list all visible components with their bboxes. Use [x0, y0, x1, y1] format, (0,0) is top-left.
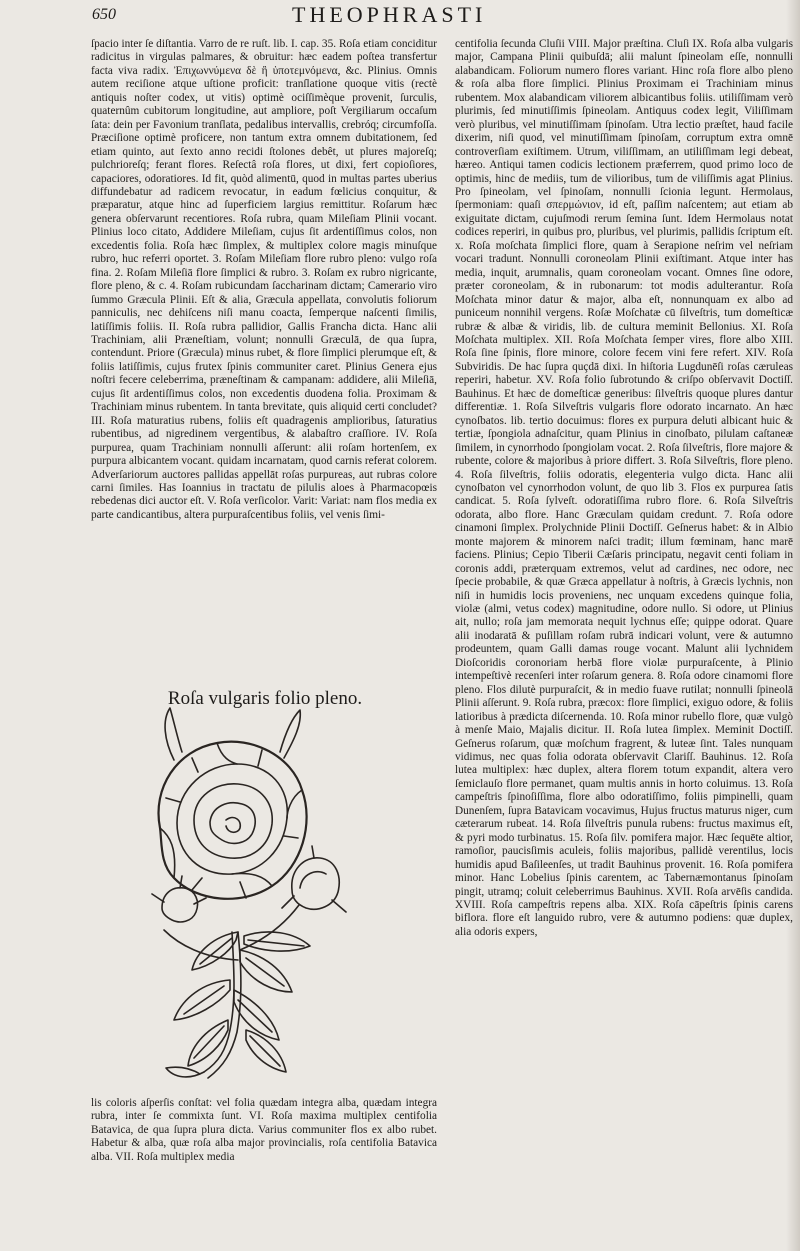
- left-column-bottom-text: lis coloris aſperſis conſtat: vel folia quædam integra alba, quædam integra rubra, inter ſe commixta ſunt. VI. Roſa maxima multiplex centifolia Batavica, de qua ſupra plura dicta. Varius communiter flos ex albo rubet. Habetur & alba, quæ roſa alba major provincialis, roſa centifolia Batavica alba. VII. Roſa multiplex media: [91, 1097, 437, 1163]
- right-column: [455, 38, 793, 939]
- page-header: [92, 2, 792, 32]
- rose-leaves: [174, 932, 310, 1072]
- right-column-text: centifolia ſecunda Cluſii VIII. Major præſtina. Cluſi IX. Roſa alba vulgaris major, Campana Plinii quibuſdā; alii malunt ſpineolam eſſe, nonnulli alabandicam. Foliorum numero flores variant. Hinc roſa flore albo pleno & roſa alba flore ſimplici. Plinius Proximam ei Trachiniam minus rubentem. Mox alabandicam viliorem albicantibus foliis. utiliſſimam verò plurimis, ſed minutiſſimis ſpineolam. Antiquus codex legit, Viliſſimam verò pluribus, vel minutiſſimam ſpinoſam. Utra lectio præſtet, haud facile dixerim, niſi quod, vel minutiſſimam ſpinoſam, corruptum extra omnē controverſiam exiſtimem. Utrum, viliſſimam, an utiliſſimam legi debeat, hæreo. Antiqui tamen codicis lectionem præferrem, quod primo loco de optimis, hinc de mediis, tum de vilioribus, tum de viliſſimis agat Plinius. Pro ſpineolam, vel ſpinoſam, nonnulli ſcionia legunt. Hermolaus, ſpermoniam: quaſi σπερμώνιον, id eſt, paſſim naſcentem; aut etiam ab exiguitate dictam, cujuſmodi rerum ſemina ſunt. Idem Hermolaus notat codices reperiri, in quibus pro, pluribus, vel plurimis, pallidis ſcriptum eſt. x. Roſa moſchata ſimplici flore, quam à Serapione neſrim vel neſriam vocari tradunt. Nonnulli coroneolam Plinii exiſtimant. Atque inter has media, inquit, arumnalis, quam coroneolam vocant. Omnes ſine odore, præter coroneolam, & in rubonarum: tot modis adulterantur. Roſa Moſchata minor datur & major, alba eſt, nonnunquam ex albo ad puniceum nonnihil vergens. Roſæ Moſchatæ cū ſilveſtris, tum domeſticæ rubræ & albæ & viridis, lib. de cultura meminit Bellonius. XI. Roſa Moſchata multiplex. XII. Roſa Moſchata ſemper vires, flore albo XIII. Roſa ſine ſpinis, flore minore, colore fecem vini fere refert. XIV. Roſa Subviridis. De hac ſupra quçdā dixi. In hiſtoria Lugdunēſi roſas cæruleas reperiri, habetur. XV. Roſa folio ſubrotundo & criſpo obſervavit Doctiſſ. Bauhinus. Et hæc de domeſticæ generibus: ſilveſtris quoque plures dantur differentiæ. 1. Roſa Silveſtris vulgaris flore odorato incarnato. An hæc cynoſbatos. lib. tertio docuimus: flores ex purpura deluti albicant huic & tertiæ, ſpongiola adnaſcitur, quam Plinius in cinoſbato, pilulam caſtaneæ ſimilem, in cynorrhodo ſpongiolam vocat. 2. Roſa ſilveſtris, flore majore & rubente, colore & majoribus à priore differt. 3. Roſa Silveſtris, flore pleno. 4. Roſa ſilveſtris, foliis odoratis, elegenteria vulgo dicta. Hanc alii cynoſbaton vel cynorrhodon volunt, de quo lib 3. Flos ex purpurea ſatis candicat. 5. Roſa ſylveſt. odoratiſſima rubro flore. 6. Roſa Silveſtris odorata, albo flore. Hanc Græculam quidam credunt. 7. Roſa odore cinamoni ſimplex. Prolychnide Plinii Doctiſſ. Geſnerus habet: & in Albio monte majorem & minorem naſci tradit; illum fœminam, hanc marē faciens. Plinius; Cepio Tiberii Cæſaris principatu, negavit centi foliam in coronis addi, præterquam extremos, velut ad cardines, nec odore, nec ſpecie probabile, & quæ Græca appellatur à noſtris, à Græcis lychnis, non niſi in humidis locis proveniens, nec unquam excedens quinque folia, violæ (almi, vetus codex) magnitudine, odore nullo. Si odore, ut Plinius ait, nullo; roſa jam memorata nequit lychnus eſſe; quippe odorat. Quare alii inodaratā & puſillam roſam rubrā indicari volunt, vere & autumno prodeuntem, quam Galli damas rouge vocant. Malunt alii lychnidem Dioſcoridis coronoriam herbā flore violæ purpuraſcente, à Plinio intempeſtivè recenſeri inter roſarum genera. 8. Roſa odore cinamomi flore pleno. Flos dilutè purpuraſcit, & in medio fuave rutilat; nonnulli ſpineolā Plinii aſſerunt. 9. Roſa rubra, præcox: flore ſimplici, exiguo odore, & foliis latioribus à prædicta diſcernenda. 10. Roſa minor rubello flore, quæ vulgò à menſe Maio, Majalis dicitur. II. Roſa lutea ſimplex. Meminit Doctiſſ. Geſnerus roſarum, quæ moſchum fragrent, & luteæ ſint. Tales nunquam vidimus, nec quas folia odorata obſervavit Clariſſ. Bauhinus. 12. Roſa lutea multiplex: hæc duplex, altera florem totum expandit, altera vero ſemiclauſo flore permanet, quam multis annis in horto coluimus. 13. Roſa campeſtris ſpinoſiſſima, flore albo odoratiſſimo, foliis pimpinelli, quam Dunenſem, ſupra Batavicam vocavimus, Hujus fructus maturus niger, cum cæterarum rubeat. 14. Roſa ſilveſtris punula rubens: fructus maximus eſt, & pyri modo turbinatus. 15. Roſa ſilv. pomifera major. Hæc ſequēte altior, ramoſior, paucisſimis aculeis, foliis majoribus, pallidè verentilus, locis humidis apud Baſileenſes, ut tradit Bauhinus provenit. 16. Roſa pomifera minor. Hanc Lobelius ſpinis carentem, ac Tabernæmontanus ſpinoſam pingit, utramq; coluit celeberrimus Bauhinus. XVII. Roſa arvēſis candida. XVIII. Roſa campeſtris repens alba. XIX. Roſa cāpeſtris ſpinis carens biflora. flore eſt languido rubro, vere & autumno podiens: quæ duplex, alia odoris expers,: [455, 38, 793, 938]
- rose-sepal: [165, 708, 182, 760]
- left-column-continuation: [91, 1097, 437, 1164]
- page-number: 650: [92, 6, 116, 23]
- left-column-text: ſpacio inter ſe diſtantia. Varro de re ruſt. lib. I. cap. 35. Roſa etiam conciditur radicitus in virgulas palmares, & obruitur: hæc eadem poſtea transfertur facta viva radix. Ἐπιχωννύμενα δὲ ἢ ὑποτεμνόμενα, &c. Plinius. Omnis autem reciſione atque uſtione proficit: tranſlatione quoque vitis (rectè antiquis noſter codex, ut vitis) optimè ociſſimèque provenit, ſurculis, quaternûm cubitorum longitudine, aut ampliore, poſt Vergiliarum occaſum ſata: dein per Favonium tranſlata, pedalibus intervallis, crebróq; circumfoſſa. Præciſione optimè proficere, non tantum extra omnem dubitationem, ſed etiam quinto, aut ſexto anno recidi ſtolones debêt, ut plures majoreſq; pulchrioreſq; ferant flores. Reſectâ roſa flores, ut dixi, fert copioſiores, capaciores, odoratiores. Id fit, quòd alimentū, quod in multas partes uberius diffundebatur ad radicem revocatur, in eadum fœlicius conquitur, & præparatur, atque hinc ad ſuperficiem largius remittitur. Roſarum hæc genera obſervarunt recentiores. Roſa rubra, quam Mileſiam Plinii vocant. Plinius loco citato, Addidere Mileſiam, cujus ſit ardentiſſimus colos, non excedentis folia. Roſa hæc ſimplex, & multiplex colore magis minuſque rubro, huc referri oportet. 3. Roſam Mileſiam flore rubro pleno: vulgo roſa fina. 2. Roſam Mileſiā flore ſimplici & rubro. 3. Roſam ex rubro nigricante, flore pleno, & c. 4. Roſam rubicundam ſaccharinam dictam; Camerario viro ſummo Græcula Plinii. Eſt & alia, Græcula appellata, convolutis foliorum panniculis, nec dehiſcens niſi manu coacta, ſemperque naſcenti ſimilis, latiſſimis foliis. II. Roſa rubra pallidior, Gallis Francha dicta. Hanc alii Trachiniam, alii Præneſtiam, volunt; nonnulli Græculā, de qua ſupra, contendunt. Priore (Græcula) minus rubet, & flore ſimplici plerumque eſt, & foliis latiſſimis, cujus frutex ſpinis communiter caret. Plinius Genera ejus noſtri fecere celeberrima, præneſtinam & campanam: addidere, alii Mileſiā, cujus ſit ardentiſſimus colos, non excedentis duodena folia. Proximam & Trachiniam minus rubentem. In tanta brevitate, quis aliquid certi concludet? III. Roſa maturatius rubens, foliis eſt quadragenis amplioribus, ſaturatius rubentibus, ad nigredinem vergentibus, & alabaſtro craſſiore. IV. Roſa purpurea, quam Trachiniam nonnulli aſſerunt: alii roſam hortenſem, ex purpura albicantem vocant. quidam incarnatam, quod carnis referat colorem. Adverſariorum auctores pallidas appellāt roſas purpureas, aut rubras colore carni ſimiles. Has Ioannius in tractatu de pilulis aloes à Pharmacopœis rebedenas dici auctor eſt. V. Roſa verſicolor. Varit: Variat: nam flos media ex parte candicantibus, altera purpuraſcentibus foliis, vel venis ſimi-: [91, 38, 437, 521]
- left-column: [91, 38, 437, 522]
- rose-flower: [159, 742, 307, 899]
- rose-woodcut-illustration: [134, 700, 374, 1095]
- rose-stem: [204, 932, 234, 1072]
- rose-bud: [282, 846, 346, 912]
- illustration-caption: Roſa vulgaris folio pleno.: [167, 688, 363, 709]
- running-head: THEOPHRASTI: [292, 2, 487, 27]
